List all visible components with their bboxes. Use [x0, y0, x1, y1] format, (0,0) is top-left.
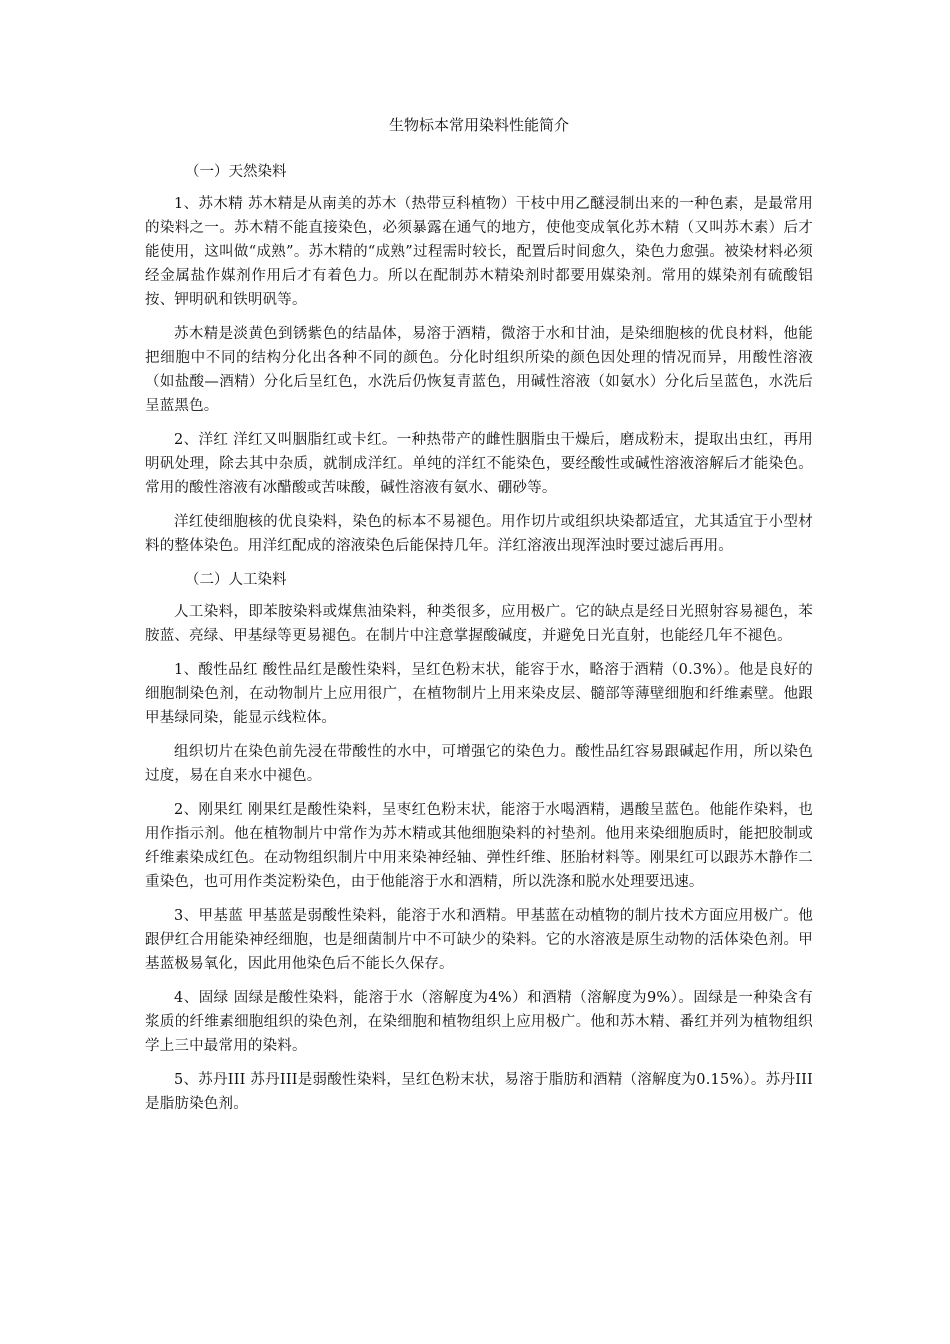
paragraph-synthetic-intro: 人工染料，即苯胺染料或煤焦油染料，种类很多，应用极广。它的缺点是经日光照射容易褪色，苯胺蓝、亮绿、甲基绿等更易褪色。在制片中注意掌握酸碱度，并避免日光直射，也能经几年不褪色。 [145, 604, 813, 644]
paragraph-acid-fuchsin: 1、酸性品红 酸性品红是酸性染料，呈红色粉末状，能容于水，略溶于酒精（0.3%）。他是良好的细胞制染色剂，在动物制片上应用很广，在植物制片上用来染皮层、髓部等薄壁细胞和纤维素壁。他跟甲基绿同染，能显示线粒体。 [145, 662, 813, 726]
paragraph-congo-red: 2、刚果红 刚果红是酸性染料，呈枣红色粉末状，能溶于水喝酒精，遇酸呈蓝色。他能作染料，也用作指示剂。他在植物制片中常作为苏木精或其他细胞染料的衬垫剂。他用来染细胞质时，能把胶制或纤维素染成红色。在动物组织制片中用来染神经轴、弹性纤维、胚胎材料等。刚果红可以跟苏木静作二重染色，也可用作类淀粉染色，由于他能溶于水和酒精，所以洗涤和脱水处理要迅速。 [145, 802, 813, 890]
paragraph-hematoxylin-properties: 苏木精是淡黄色到锈紫色的结晶体，易溶于酒精，微溶于水和甘油，是染细胞核的优良材料，他能把细胞中不同的结构分化出各种不同的颜色。分化时组织所染的颜色因处理的情况而异，用酸性溶液（如盐酸—酒精）分化后呈红色，水洗后仍恢复青蓝色，用碱性溶液（如氨水）分化后呈蓝色，水洗后呈蓝黑色。 [145, 326, 813, 414]
document-page [145, 115, 813, 1126]
paragraph-hematoxylin: 1、苏木精 苏木精是从南美的苏木（热带豆科植物）干枝中用乙醚浸制出来的一种色素，是最常用的染料之一。苏木精不能直接染色，必须暴露在通气的地方，使他变成氧化苏木精（又叫苏木素）后才能使用，这叫做“成熟”。苏木精的“成熟”过程需时较长，配置后时间愈久，染色力愈强。被染材料必须经金属盐作媒剂作用后才有着色力。所以在配制苏木精染剂时都要用媒染剂。常用的媒染剂有硫酸铝按、钾明矾和铁明矾等。 [145, 196, 813, 308]
section-heading: （一）天然染料 [185, 164, 287, 180]
document-title: 生物标本常用染料性能简介 [388, 116, 569, 134]
paragraph-carmine-usage: 洋红使细胞核的优良染料，染色的标本不易褪色。用作切片或组织块染都适宜，尤其适宜于小型材料的整体染色。用洋红配成的溶液染色后能保持几年。洋红溶液出现浑浊时要过滤后再用。 [145, 514, 813, 554]
section-natural-dyes [145, 160, 813, 558]
section-heading: （二）人工染料 [185, 572, 287, 588]
paragraph-sudan-iii: 5、苏丹III 苏丹III是弱酸性染料，呈红色粉末状，易溶于脂肪和酒精（溶解度为0.15%）。苏丹III是脂肪染色剂。 [145, 1072, 813, 1112]
paragraph-fast-green: 4、固绿 固绿是酸性染料，能溶于水（溶解度为4%）和酒精（溶解度为9%）。固绿是一种染含有浆质的纤维素细胞组织的染色剂，在染细胞和植物组织上应用极广。他和苏木精、番红并列为植物组织学上三中最常用的染料。 [145, 990, 813, 1054]
paragraph-methylene-blue: 3、甲基蓝 甲基蓝是弱酸性染料，能溶于水和酒精。甲基蓝在动植物的制片技术方面应用极广。他跟伊红合用能染神经细胞，也是细菌制片中不可缺少的染料。它的水溶液是原生动物的活体染色剂。甲基蓝极易氧化，因此用他染色后不能长久保存。 [145, 908, 813, 972]
paragraph-carmine: 2、洋红 洋红又叫胭脂红或卡红。一种热带产的雌性胭脂虫干燥后，磨成粉末，提取出虫红，再用明矾处理，除去其中杂质，就制成洋红。单纯的洋红不能染色，要经酸性或碱性溶液溶解后才能染色。常用的酸性溶液有冰醋酸或苦味酸，碱性溶液有氨水、硼砂等。 [145, 432, 813, 496]
paragraph-acid-fuchsin-notes: 组织切片在染色前先浸在带酸性的水中，可增强它的染色力。酸性品红容易跟碱起作用，所以染色过度，易在自来水中褪色。 [145, 744, 813, 784]
section-synthetic-dyes [145, 568, 813, 1116]
